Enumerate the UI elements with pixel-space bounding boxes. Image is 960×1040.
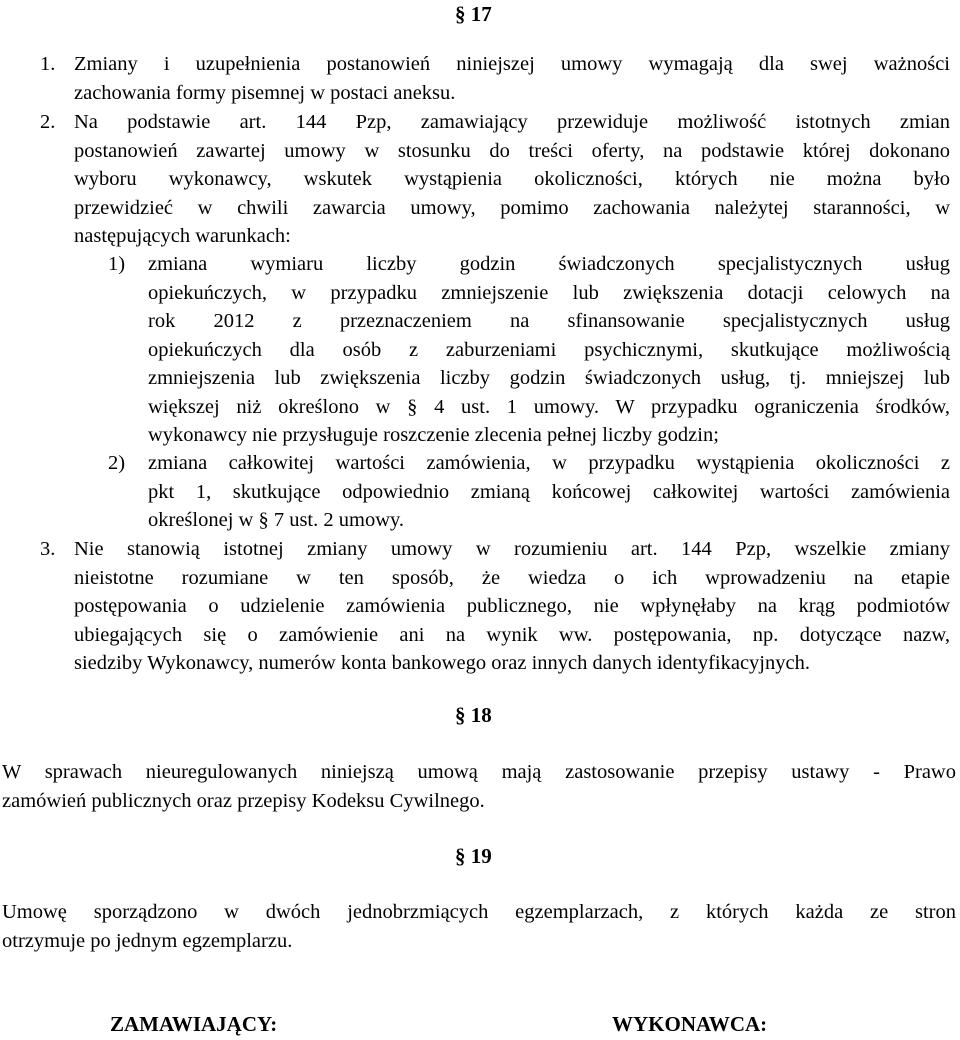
section-18-line-2: zamówień publicznych oraz przepisy Kodeksu Cywilnego. xyxy=(2,789,485,812)
subitem-2-line-1: zmiana całkowitej wartości zamówienia, w przypadku wystąpienia okoliczności z xyxy=(148,452,950,474)
item-1-line-2: zachowania formy pisemnej w postaci aneksu. xyxy=(74,81,456,104)
item-2-line-3: wyboru wykonawcy, wskutek wystąpienia okoliczności, których nie można było xyxy=(74,168,950,190)
subitem-1-line-7: wykonawcy nie przysługuje roszczenie zlecenia pełnej liczby godzin; xyxy=(148,424,719,446)
item-2-line-1: Na podstawie art. 144 Pzp, zamawiający przewiduje możliwość istotnych zmian xyxy=(74,111,950,133)
subitem-1-line-2: opiekuńczych, w przypadku zmniejszenie lub zwiększenia dotacji celowych na xyxy=(148,281,950,304)
section-18-line-1: W sprawach nieuregulowanych niniejszą umową mają zastosowanie przepisy ustawy - Prawo xyxy=(2,761,956,783)
item-2-number: 2. xyxy=(40,111,56,133)
item-2-line-5: następujących warunkach: xyxy=(74,225,291,247)
subitem-1-line-4: opiekuńczych dla osób z zaburzeniami psychicznymi, skutkujące możliwością xyxy=(148,338,950,361)
subitem-2-line-3: określonej w § 7 ust. 2 umowy. xyxy=(148,509,405,531)
subitem-2-line-2: pkt 1, skutkujące odpowiednio zmianą końcowej całkowitej wartości zamówienia xyxy=(148,480,950,503)
section-17-heading: § 17 xyxy=(455,2,492,26)
signature-wykonawca: WYKONAWCA: xyxy=(612,1012,768,1036)
item-3-text xyxy=(74,535,950,678)
subitem-1-text xyxy=(148,250,950,450)
item-3-line-2: nieistotne rozumiane w ten sposób, że wiedza o ich wprowadzeniu na etapie xyxy=(74,566,950,589)
subitem-2-text xyxy=(148,449,950,535)
subitem-1-line-3: rok 2012 z przeznaczeniem na sfinansowanie specjalistycznych usług xyxy=(148,310,950,332)
section-18-text xyxy=(2,758,956,815)
section-19-line-2: otrzymuje po jednym egzemplarzu. xyxy=(2,929,293,952)
subitem-1-number: 1) xyxy=(108,253,126,275)
item-3-number: 3. xyxy=(40,538,56,560)
section-19-heading: § 19 xyxy=(455,844,492,868)
item-1-line-1: Zmiany i uzupełnienia postanowień niniejszej umowy wymagają dla swej ważności xyxy=(74,53,950,75)
item-2-line-2: postanowień zawartej umowy w stosunku do treści oferty, na podstawie której dokonano xyxy=(74,139,950,162)
item-3-line-1: Nie stanowią istotnej zmiany umowy w rozumieniu art. 144 Pzp, wszelkie zmiany xyxy=(74,538,950,560)
section-19-text xyxy=(2,898,956,955)
item-3-line-5: siedziby Wykonawcy, numerów konta bankowego oraz innych danych identyfikacyjnych. xyxy=(74,652,810,674)
subitem-1-line-6: większej niż określono w § 4 ust. 1 umowy. W przypadku ograniczenia środków, xyxy=(148,395,950,418)
item-2-line-4: przewidzieć w chwili zawarcia umowy, pomimo zachowania należytej staranności, w xyxy=(74,196,950,219)
item-3-line-3: postępowania o udzielenie zamówienia publicznego, nie wpłynęłaby na krąg podmiotów xyxy=(74,595,950,617)
subitem-1-line-1: zmiana wymiaru liczby godzin świadczonych specjalistycznych usług xyxy=(148,253,950,275)
item-1-number: 1. xyxy=(40,53,56,75)
section-19-line-1: Umowę sporządzono w dwóch jednobrzmiących egzemplarzach, z których każda ze stron xyxy=(2,901,956,923)
section-18-heading: § 18 xyxy=(455,703,492,727)
subitem-1-line-5: zmniejszenia lub zwiększenia liczby godzin świadczonych usług, tj. mniejszej lub xyxy=(148,367,950,389)
item-2-text xyxy=(74,108,950,251)
signature-zamawiajacy: ZAMAWIAJĄCY: xyxy=(110,1012,278,1036)
subitem-2-number: 2) xyxy=(108,452,126,474)
item-1-text xyxy=(74,50,950,107)
item-3-line-4: ubiegających się o zamówienie ani na wynik ww. postępowania, np. dotyczące nazw, xyxy=(74,623,950,646)
